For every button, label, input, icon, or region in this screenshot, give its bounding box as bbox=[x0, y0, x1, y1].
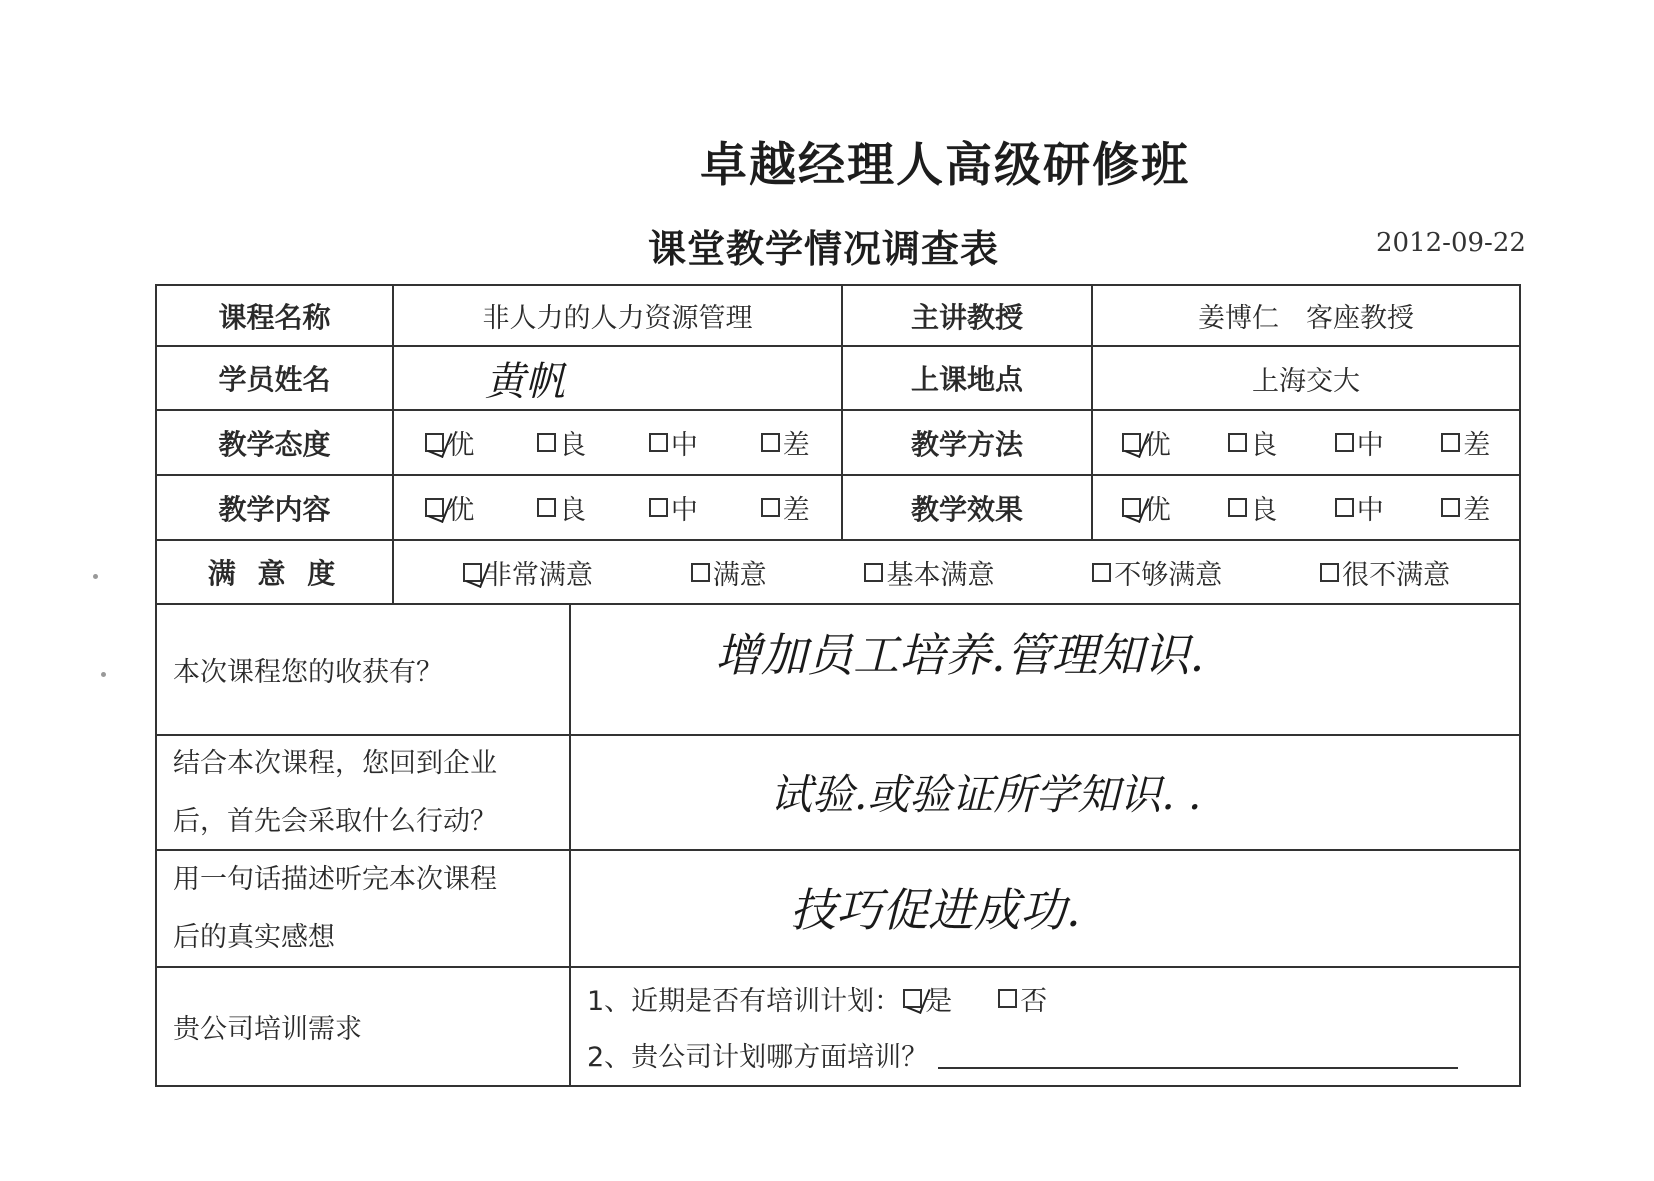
lecturer-value: 姜博仁 客座教授 bbox=[1198, 303, 1414, 334]
teaching-method-option[interactable] bbox=[1228, 423, 1277, 462]
teaching-effect-checkbox[interactable] bbox=[1441, 498, 1460, 517]
teaching-method-option-label: 差 bbox=[1463, 430, 1491, 461]
table-border-right bbox=[1519, 284, 1521, 1087]
gains-answer[interactable]: 增加员工培养.管理知识. bbox=[715, 628, 1205, 682]
teaching-attitude-option[interactable] bbox=[761, 423, 810, 462]
teaching-attitude-option[interactable] bbox=[425, 423, 474, 462]
location-label: 上课地点 bbox=[910, 363, 1023, 396]
training-plan-yes-checkbox[interactable] bbox=[903, 989, 922, 1008]
teaching-attitude-option-label: 差 bbox=[782, 430, 810, 461]
teaching-method-checkbox[interactable] bbox=[1441, 433, 1460, 452]
training-plan-no-checkbox[interactable] bbox=[998, 989, 1017, 1008]
teaching-attitude-option[interactable] bbox=[537, 423, 586, 462]
teaching-effect-option-label: 差 bbox=[1463, 495, 1491, 526]
satisfaction-option[interactable] bbox=[864, 553, 994, 592]
teaching-effect-option-label: 中 bbox=[1356, 495, 1384, 526]
teaching-method-option[interactable] bbox=[1441, 423, 1490, 462]
training-area-question-text: 2、贵公司计划哪方面培训？ bbox=[587, 1041, 929, 1073]
satisfaction-option[interactable] bbox=[691, 553, 767, 592]
satisfaction-options bbox=[394, 541, 1519, 603]
teaching-content-checkbox[interactable] bbox=[425, 498, 444, 517]
action-question bbox=[157, 736, 569, 849]
training-plan-yes-option[interactable] bbox=[903, 979, 952, 1018]
training-needs-label: 贵公司培训需求 bbox=[173, 1014, 362, 1045]
teaching-attitude-option-label: 良 bbox=[559, 430, 587, 461]
teaching-method-option-label: 中 bbox=[1356, 430, 1384, 461]
teaching-content-option-label: 差 bbox=[782, 495, 810, 526]
teaching-attitude-options bbox=[394, 411, 841, 474]
satisfaction-option-label: 很不满意 bbox=[1342, 559, 1451, 591]
teaching-attitude-checkbox[interactable] bbox=[761, 433, 780, 452]
teaching-effect-option[interactable] bbox=[1228, 488, 1277, 527]
location-value: 上海交大 bbox=[1252, 365, 1360, 397]
gains-question: 本次课程您的收获有？ bbox=[173, 657, 443, 688]
satisfaction-option-label: 不够满意 bbox=[1114, 559, 1223, 591]
form-date: 2012-09-22 bbox=[1376, 228, 1526, 258]
satisfaction-checkbox[interactable] bbox=[1092, 563, 1111, 582]
teaching-effect-option[interactable] bbox=[1122, 488, 1171, 527]
teaching-content-options bbox=[394, 476, 841, 539]
teaching-attitude-option[interactable] bbox=[649, 423, 698, 462]
teaching-content-option[interactable] bbox=[425, 488, 474, 527]
teaching-method-options bbox=[1093, 411, 1519, 474]
training-plan-no-label: 否 bbox=[1020, 985, 1048, 1017]
action-answer[interactable]: 试验.或验证所学知识. . bbox=[770, 770, 1202, 819]
survey-form bbox=[155, 284, 1521, 1087]
feeling-question-line2: 后的真实感想 bbox=[173, 921, 335, 953]
teaching-method-label: 教学方法 bbox=[910, 427, 1023, 461]
teaching-method-checkbox[interactable] bbox=[1122, 433, 1141, 452]
course-name-label: 课程名称 bbox=[218, 300, 331, 334]
student-name-handwritten[interactable]: 黄帆 bbox=[485, 359, 565, 405]
teaching-effect-option-label: 良 bbox=[1250, 495, 1278, 526]
teaching-attitude-checkbox[interactable] bbox=[537, 433, 556, 452]
training-area-answer-line[interactable] bbox=[938, 1039, 1458, 1069]
lecturer-label: 主讲教授 bbox=[910, 300, 1023, 334]
teaching-attitude-label: 教学态度 bbox=[218, 427, 331, 461]
satisfaction-checkbox[interactable] bbox=[864, 563, 883, 582]
teaching-effect-checkbox[interactable] bbox=[1122, 498, 1141, 517]
feeling-question bbox=[157, 851, 569, 966]
teaching-method-option[interactable] bbox=[1122, 423, 1171, 462]
scan-speck bbox=[101, 672, 106, 677]
teaching-effect-label: 教学效果 bbox=[910, 492, 1023, 526]
satisfaction-option[interactable] bbox=[1092, 553, 1222, 592]
satisfaction-option-label: 满意 bbox=[712, 559, 767, 591]
satisfaction-label: 满 意 度 bbox=[207, 557, 342, 590]
teaching-content-option-label: 中 bbox=[670, 495, 698, 526]
feeling-question-line1: 用一句话描述听完本次课程 bbox=[173, 863, 497, 895]
scan-speck bbox=[93, 574, 98, 579]
teaching-method-option-label: 良 bbox=[1250, 430, 1278, 461]
training-plan-question-text: 1、近期是否有培训计划： bbox=[587, 985, 902, 1017]
teaching-effect-options bbox=[1093, 476, 1519, 539]
teaching-content-option-label: 优 bbox=[447, 495, 475, 526]
document-title: 卓越经理人高级研修班 bbox=[700, 138, 1190, 193]
teaching-effect-checkbox[interactable] bbox=[1335, 498, 1354, 517]
teaching-method-checkbox[interactable] bbox=[1335, 433, 1354, 452]
teaching-content-checkbox[interactable] bbox=[761, 498, 780, 517]
teaching-attitude-option-label: 优 bbox=[447, 430, 475, 461]
teaching-content-option-label: 良 bbox=[559, 495, 587, 526]
teaching-effect-option[interactable] bbox=[1335, 488, 1384, 527]
teaching-method-option-label: 优 bbox=[1143, 430, 1171, 461]
teaching-content-checkbox[interactable] bbox=[649, 498, 668, 517]
satisfaction-checkbox[interactable] bbox=[691, 563, 710, 582]
teaching-content-option[interactable] bbox=[649, 488, 698, 527]
training-area-question bbox=[587, 1034, 1507, 1074]
satisfaction-checkbox[interactable] bbox=[463, 563, 482, 582]
teaching-content-checkbox[interactable] bbox=[537, 498, 556, 517]
training-plan-question bbox=[587, 978, 1187, 1018]
satisfaction-option[interactable] bbox=[1320, 553, 1450, 592]
teaching-effect-option-label: 优 bbox=[1143, 495, 1171, 526]
satisfaction-checkbox[interactable] bbox=[1320, 563, 1339, 582]
column-divider bbox=[569, 603, 571, 1087]
teaching-content-option[interactable] bbox=[761, 488, 810, 527]
teaching-attitude-checkbox[interactable] bbox=[649, 433, 668, 452]
action-question-line2: 后，首先会采取什么行动？ bbox=[173, 805, 497, 837]
form-subtitle: 课堂教学情况调查表 bbox=[648, 227, 1000, 271]
course-name-value: 非人力的人力资源管理 bbox=[482, 303, 753, 334]
feeling-answer[interactable]: 技巧促进成功. bbox=[790, 883, 1081, 937]
table-border-bottom bbox=[155, 1085, 1521, 1087]
teaching-attitude-checkbox[interactable] bbox=[425, 433, 444, 452]
satisfaction-option[interactable] bbox=[463, 553, 593, 592]
satisfaction-option-label: 基本满意 bbox=[886, 559, 995, 591]
teaching-method-checkbox[interactable] bbox=[1228, 433, 1247, 452]
satisfaction-option-label: 非常满意 bbox=[484, 559, 593, 591]
action-question-line1: 结合本次课程，您回到企业 bbox=[173, 747, 497, 779]
teaching-attitude-option-label: 中 bbox=[670, 430, 698, 461]
teaching-effect-option[interactable] bbox=[1441, 488, 1490, 527]
teaching-method-option[interactable] bbox=[1335, 423, 1384, 462]
teaching-content-label: 教学内容 bbox=[218, 492, 331, 526]
teaching-effect-checkbox[interactable] bbox=[1228, 498, 1247, 517]
training-plan-yes-label: 是 bbox=[925, 985, 953, 1017]
teaching-content-option[interactable] bbox=[537, 488, 586, 527]
student-name-label: 学员姓名 bbox=[218, 363, 331, 396]
training-plan-no-option[interactable] bbox=[998, 979, 1047, 1018]
